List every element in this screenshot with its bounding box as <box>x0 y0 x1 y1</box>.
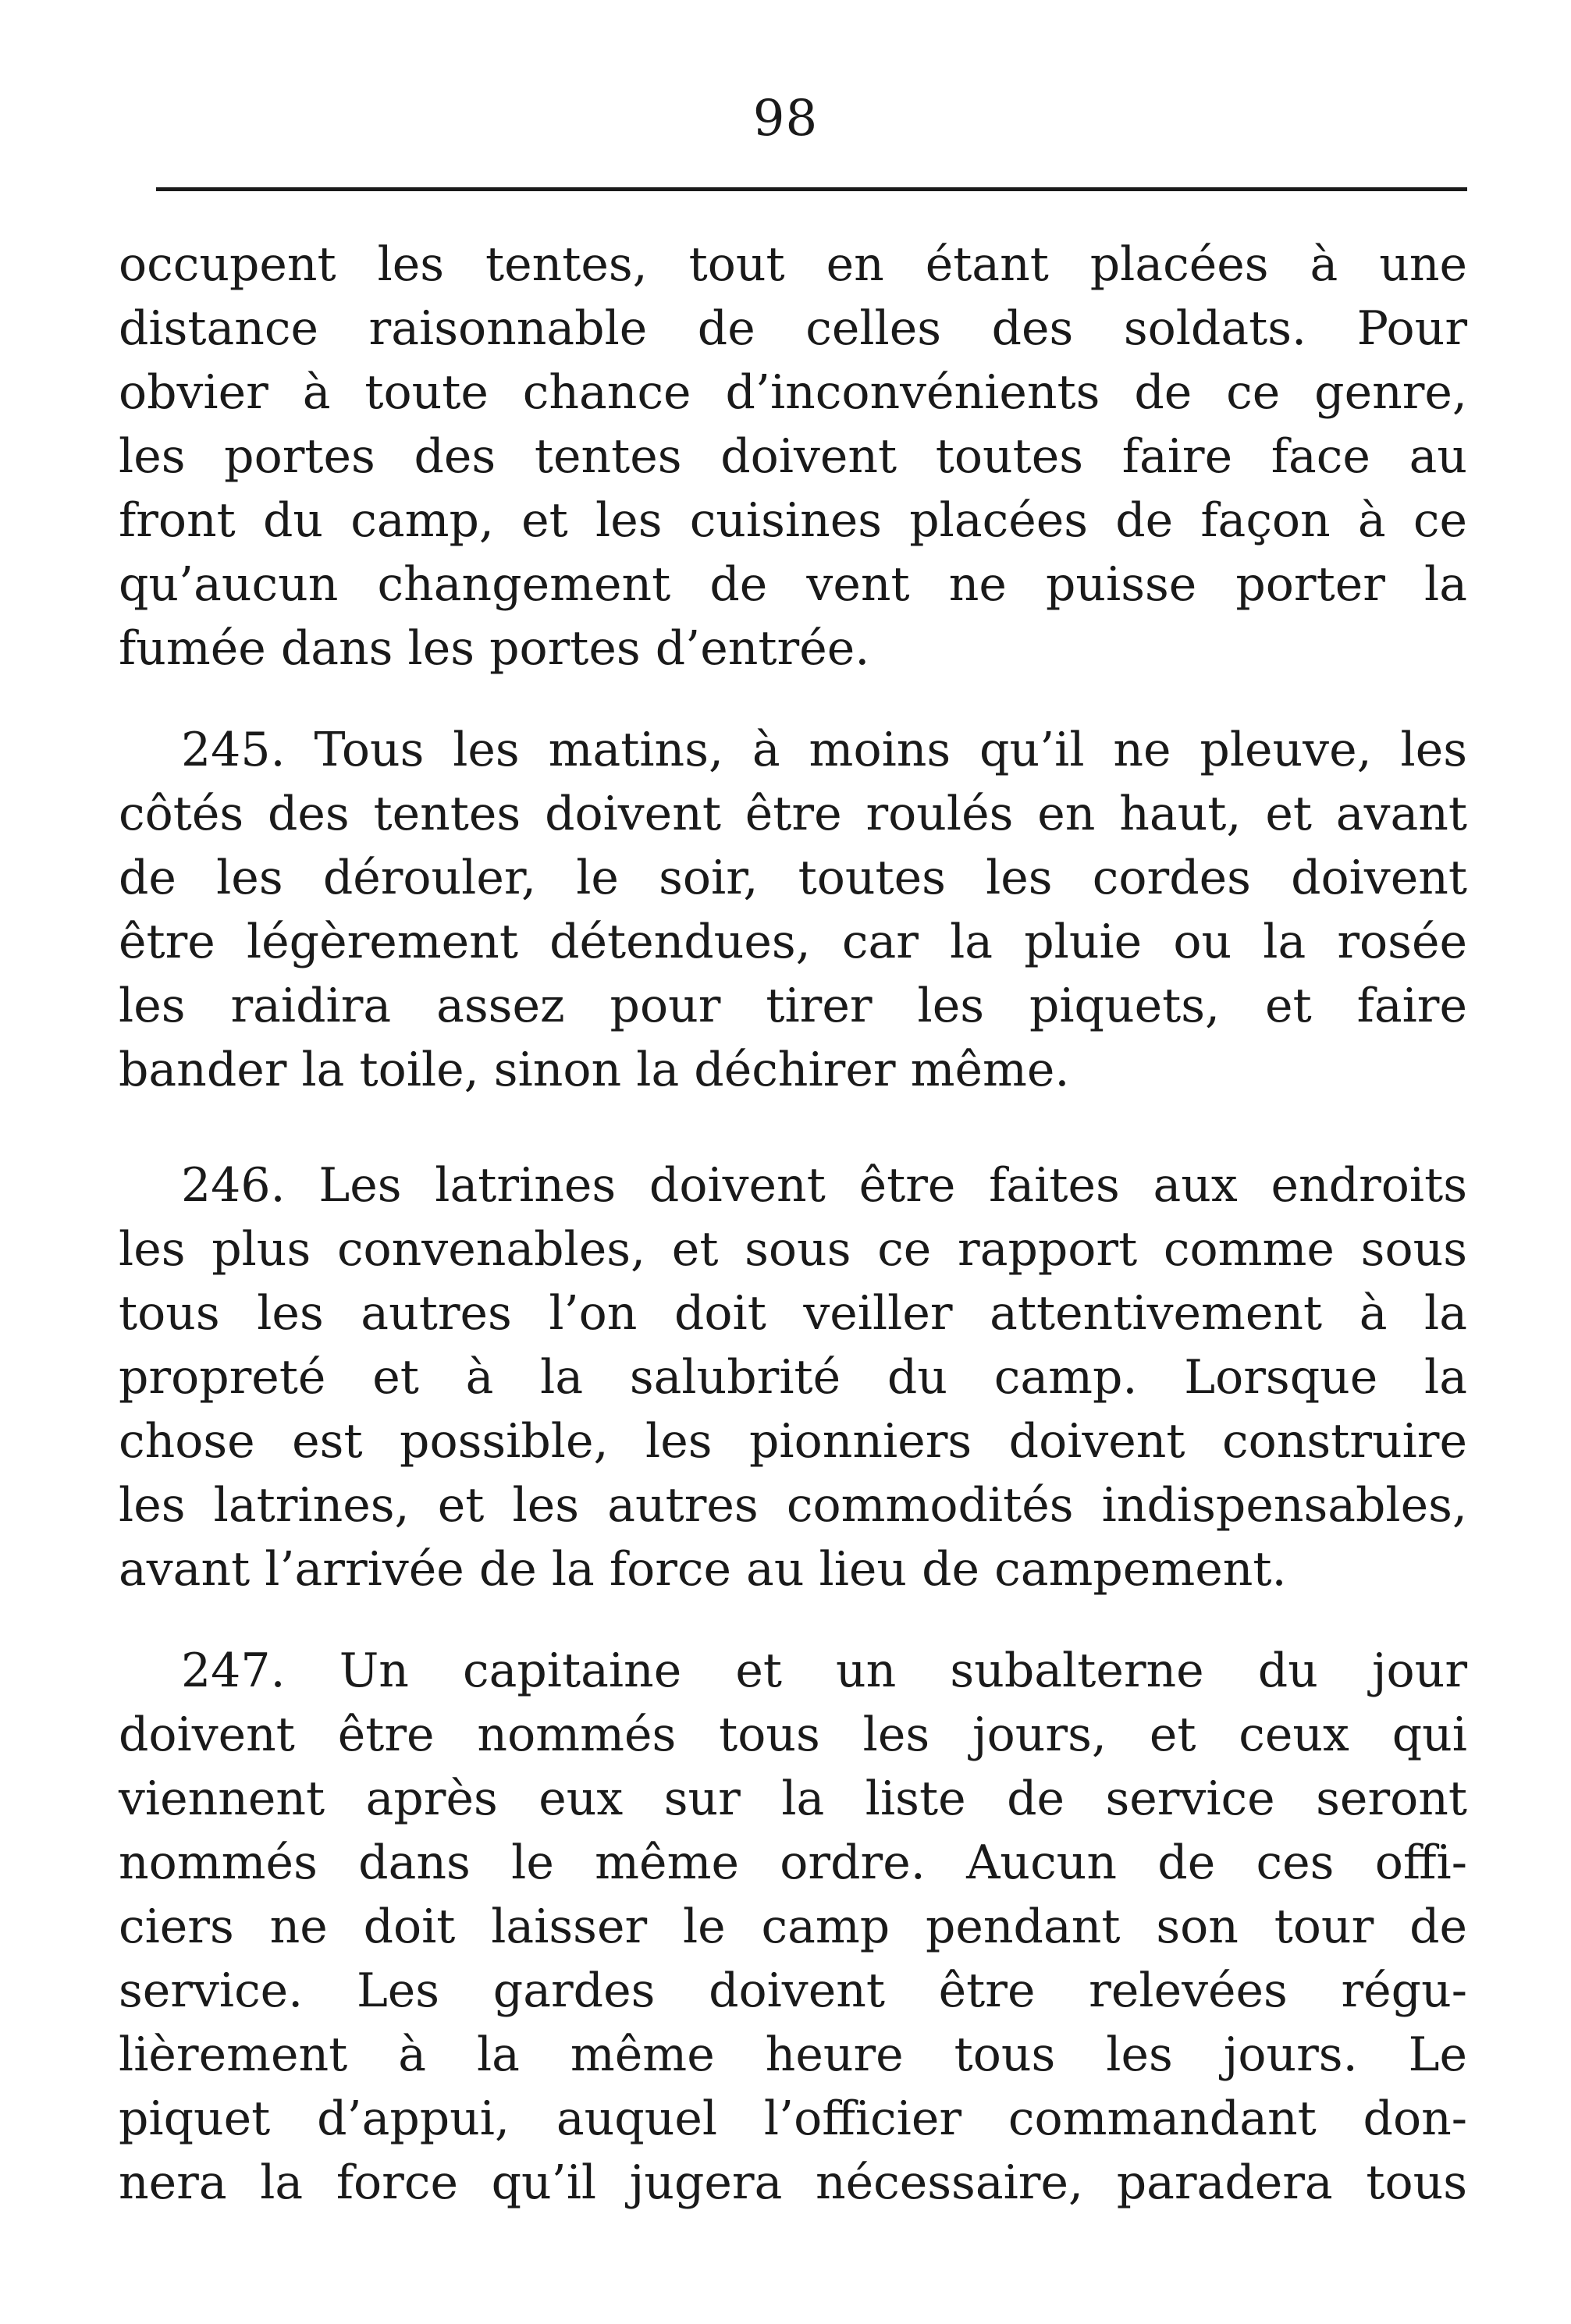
text-line: bander la toile, sinon la déchirer même. <box>119 1043 1070 1097</box>
paragraph-245 <box>119 718 1467 1102</box>
text-line: obvier à toute chance d’inconvénients de ce genre, <box>119 365 1467 420</box>
text-line: viennent après eux sur la liste de service seront <box>119 1771 1467 1826</box>
text-line: piquet d’appui, auquel l’officier commandant don- <box>119 2091 1467 2146</box>
paragraph-247 <box>119 1639 1467 2215</box>
text-line: 245. Tous les matins, à moins qu’il ne pleuve, les <box>181 723 1467 777</box>
text-line: avant l’arrivée de la force au lieu de campement. <box>119 1542 1287 1597</box>
text-line: tous les autres l’on doit veiller attentivement à la <box>119 1286 1467 1341</box>
page-number: 98 <box>752 90 819 147</box>
text-line: 247. Un capitaine et un subalterne du jour <box>181 1644 1467 1698</box>
text-line: doivent être nommés tous les jours, et ceux qui <box>119 1707 1467 1762</box>
text-line: service. Les gardes doivent être relevées régu- <box>119 1963 1467 2018</box>
text-line: côtés des tentes doivent être roulés en haut, et avant <box>119 787 1467 841</box>
text-line: de les dérouler, le soir, toutes les cordes doivent <box>119 851 1467 905</box>
text-line: qu’aucun changement de vent ne puisse porter la <box>119 557 1467 612</box>
text-line: lièrement à la même heure tous les jours. Le <box>119 2027 1467 2082</box>
text-line: chose est possible, les pionniers doivent construire <box>119 1414 1467 1469</box>
text-line: les plus convenables, et sous ce rapport comme sous <box>119 1222 1467 1277</box>
text-line: fumée dans les portes d’entrée. <box>119 621 870 676</box>
text-line: les raidira assez pour tirer les piquets, et faire <box>119 979 1467 1033</box>
text-line: nommés dans le même ordre. Aucun de ces offi- <box>119 1835 1467 1890</box>
text-line: occupent les tentes, tout en étant placées à une <box>119 237 1467 292</box>
text-line: front du camp, et les cuisines placées de façon à ce <box>119 493 1467 548</box>
header-rule <box>156 187 1467 191</box>
text-line: propreté et à la salubrité du camp. Lorsque la <box>119 1350 1467 1405</box>
text-line: ciers ne doit laisser le camp pendant son tour de <box>119 1899 1467 1954</box>
text-line: distance raisonnable de celles des soldats. Pour <box>119 301 1467 356</box>
paragraph-246 <box>119 1153 1467 1601</box>
text-line: les latrines, et les autres commodités indispensables, <box>119 1478 1467 1533</box>
paragraph-continuation <box>119 233 1467 680</box>
text-line: être légèrement détendues, car la pluie ou la rosée <box>119 915 1467 969</box>
text-line: nera la force qu’il jugera nécessaire, paradera tous <box>119 2155 1467 2210</box>
text-line: les portes des tentes doivent toutes faire face au <box>119 429 1467 484</box>
text-line: 246. Les latrines doivent être faites aux endroits <box>181 1158 1467 1213</box>
